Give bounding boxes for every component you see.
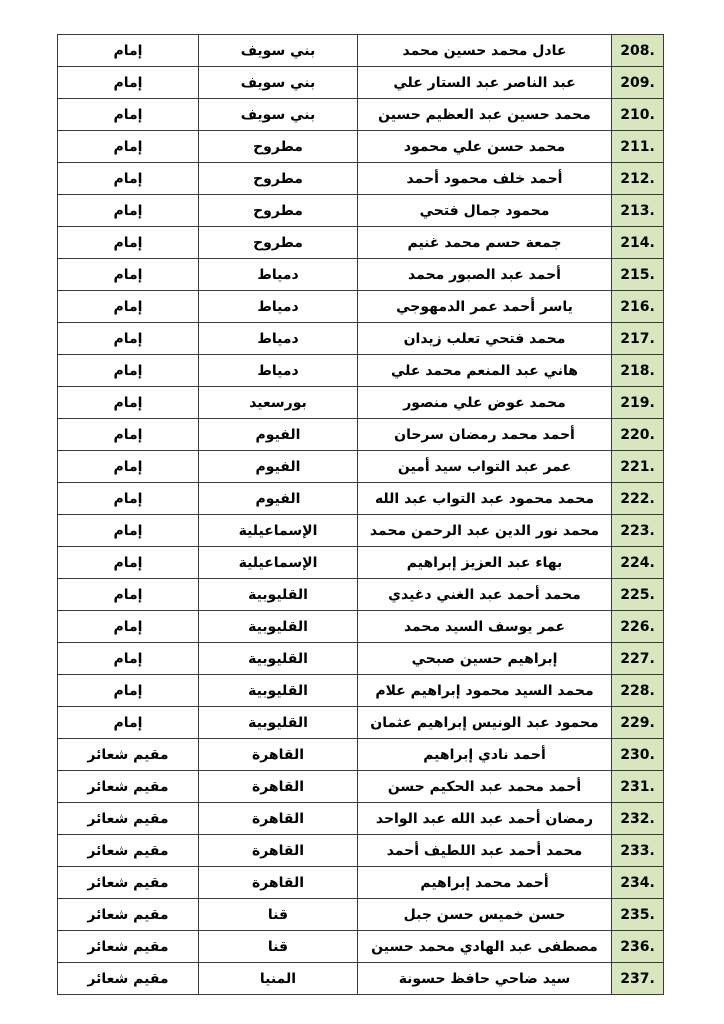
governorate-cell xyxy=(199,867,358,899)
name-text: محمد فتحي تعلب زيدان xyxy=(403,330,566,347)
name-text: محمد حسين عبد العظيم حسين xyxy=(378,106,591,123)
row-number-text: 224. xyxy=(620,554,655,571)
name-cell xyxy=(358,99,612,131)
name-cell xyxy=(358,803,612,835)
table-row xyxy=(58,771,664,803)
governorate-cell xyxy=(199,835,358,867)
row-number-cell xyxy=(612,835,664,867)
governorate-text: قنا xyxy=(267,938,289,955)
governorate-text: دمياط xyxy=(257,330,299,347)
role-text: إمام xyxy=(113,74,143,91)
governorate-text: بني سويف xyxy=(240,42,316,59)
governorate-text: القاهرة xyxy=(251,810,305,827)
governorate-cell xyxy=(199,323,358,355)
role-cell xyxy=(58,355,199,387)
role-cell xyxy=(58,867,199,899)
row-number-text: 236. xyxy=(620,938,655,955)
role-cell xyxy=(58,131,199,163)
name-cell xyxy=(358,835,612,867)
governorate-text: القاهرة xyxy=(251,842,305,859)
name-text: عمر يوسف السيد محمد xyxy=(403,618,566,635)
row-number-text: 215. xyxy=(620,266,655,283)
name-text: بهاء عبد العزيز إبراهيم xyxy=(406,554,563,571)
row-number-text: 217. xyxy=(620,330,655,347)
table-row xyxy=(58,899,664,931)
table-row xyxy=(58,355,664,387)
name-cell xyxy=(358,515,612,547)
row-number-text: 229. xyxy=(620,714,655,731)
name-cell xyxy=(358,131,612,163)
table-row xyxy=(58,547,664,579)
role-text: مقيم شعائر xyxy=(87,842,169,859)
name-text: أحمد محمد إبراهيم xyxy=(420,874,549,891)
role-text: مقيم شعائر xyxy=(87,746,169,763)
role-text: إمام xyxy=(113,138,143,155)
governorate-cell xyxy=(199,675,358,707)
row-number-cell xyxy=(612,579,664,611)
role-cell xyxy=(58,99,199,131)
name-text: محمد أحمد عبد الغني دغيدي xyxy=(388,586,581,603)
role-text: إمام xyxy=(113,202,143,219)
role-cell xyxy=(58,707,199,739)
row-number-text: 211. xyxy=(620,138,655,155)
name-cell xyxy=(358,387,612,419)
row-number-cell xyxy=(612,163,664,195)
governorate-text: قنا xyxy=(267,906,289,923)
governorate-text: الفيوم xyxy=(255,426,301,443)
name-text: رمضان أحمد عبد الله عبد الواحد xyxy=(375,810,594,827)
role-cell xyxy=(58,643,199,675)
table-row xyxy=(58,931,664,963)
row-number-cell xyxy=(612,99,664,131)
role-cell xyxy=(58,451,199,483)
row-number-text: 209. xyxy=(620,74,655,91)
table-row xyxy=(58,163,664,195)
governorate-cell xyxy=(199,387,358,419)
table-row xyxy=(58,739,664,771)
name-text: عمر عبد التواب سيد أمين xyxy=(397,458,572,475)
name-cell xyxy=(358,867,612,899)
governorate-text: القليوبية xyxy=(248,618,308,635)
row-number-cell xyxy=(612,195,664,227)
governorate-cell xyxy=(199,931,358,963)
row-number-text: 208. xyxy=(620,42,655,59)
governorate-text: مطروح xyxy=(253,138,303,155)
governorate-text: القليوبية xyxy=(248,650,308,667)
row-number-text: 226. xyxy=(620,618,655,635)
role-text: إمام xyxy=(113,426,143,443)
name-text: محمود عبد الونيس إبراهيم عثمان xyxy=(370,714,599,731)
name-cell xyxy=(358,643,612,675)
row-number-cell xyxy=(612,611,664,643)
row-number-cell xyxy=(612,675,664,707)
governorate-cell xyxy=(199,419,358,451)
table-row xyxy=(58,195,664,227)
row-number-cell xyxy=(612,483,664,515)
name-text: حسن خميس حسن جبل xyxy=(403,906,566,923)
name-cell xyxy=(358,899,612,931)
row-number-text: 213. xyxy=(620,202,655,219)
role-text: مقيم شعائر xyxy=(87,938,169,955)
row-number-cell xyxy=(612,899,664,931)
name-text: إبراهيم حسين صبحي xyxy=(411,650,558,667)
role-text: مقيم شعائر xyxy=(87,874,169,891)
role-cell xyxy=(58,419,199,451)
governorate-text: الإسماعيلية xyxy=(238,522,318,539)
governorate-text: القاهرة xyxy=(251,778,305,795)
name-cell xyxy=(358,675,612,707)
row-number-text: 220. xyxy=(620,426,655,443)
name-text: أحمد عبد الصبور محمد xyxy=(408,266,561,283)
row-number-text: 230. xyxy=(620,746,655,763)
governorate-text: دمياط xyxy=(257,298,299,315)
name-cell xyxy=(358,611,612,643)
name-cell xyxy=(358,259,612,291)
row-number-text: 219. xyxy=(620,394,655,411)
role-text: مقيم شعائر xyxy=(87,970,169,987)
governorate-text: بني سويف xyxy=(240,74,316,91)
governorate-text: القليوبية xyxy=(248,714,308,731)
row-number-text: 227. xyxy=(620,650,655,667)
table-row xyxy=(58,67,664,99)
name-cell xyxy=(358,739,612,771)
governorate-cell xyxy=(199,291,358,323)
role-text: إمام xyxy=(113,714,143,731)
role-cell xyxy=(58,227,199,259)
row-number-cell xyxy=(612,931,664,963)
table-row xyxy=(58,419,664,451)
name-cell xyxy=(358,195,612,227)
governorate-text: الفيوم xyxy=(255,490,301,507)
name-cell xyxy=(358,291,612,323)
row-number-cell xyxy=(612,963,664,995)
role-cell xyxy=(58,195,199,227)
governorate-cell xyxy=(199,611,358,643)
name-cell xyxy=(358,35,612,67)
name-text: مصطفى عبد الهادي محمد حسين xyxy=(371,938,598,955)
row-number-text: 214. xyxy=(620,234,655,251)
role-text: إمام xyxy=(113,522,143,539)
governorate-cell xyxy=(199,195,358,227)
governorate-cell xyxy=(199,67,358,99)
name-text: ياسر أحمد عمر الدمهوجي xyxy=(396,298,573,315)
row-number-cell xyxy=(612,707,664,739)
table-row xyxy=(58,963,664,995)
role-text: مقيم شعائر xyxy=(87,906,169,923)
governorate-cell xyxy=(199,515,358,547)
row-number-text: 221. xyxy=(620,458,655,475)
row-number-text: 212. xyxy=(620,170,655,187)
role-text: إمام xyxy=(113,490,143,507)
name-cell xyxy=(358,163,612,195)
row-number-cell xyxy=(612,227,664,259)
row-number-cell xyxy=(612,867,664,899)
governorate-text: مطروح xyxy=(253,234,303,251)
role-text: إمام xyxy=(113,650,143,667)
role-cell xyxy=(58,963,199,995)
name-cell xyxy=(358,323,612,355)
name-cell xyxy=(358,547,612,579)
governorate-cell xyxy=(199,739,358,771)
row-number-text: 222. xyxy=(620,490,655,507)
role-cell xyxy=(58,931,199,963)
table-row xyxy=(58,611,664,643)
roster-table-body xyxy=(58,35,664,995)
role-cell xyxy=(58,323,199,355)
governorate-text: بورسعيد xyxy=(249,394,307,411)
governorate-cell xyxy=(199,483,358,515)
name-text: أحمد محمد رمضان سرحان xyxy=(394,426,575,443)
name-cell xyxy=(358,707,612,739)
governorate-text: دمياط xyxy=(257,266,299,283)
table-row xyxy=(58,451,664,483)
role-cell xyxy=(58,899,199,931)
row-number-cell xyxy=(612,451,664,483)
role-cell xyxy=(58,259,199,291)
governorate-text: دمياط xyxy=(257,362,299,379)
name-text: محمد حسن علي محمود xyxy=(403,138,566,155)
table-row xyxy=(58,483,664,515)
role-text: إمام xyxy=(113,266,143,283)
row-number-cell xyxy=(612,803,664,835)
roster-table xyxy=(57,34,664,995)
table-row xyxy=(58,131,664,163)
row-number-cell xyxy=(612,35,664,67)
row-number-text: 225. xyxy=(620,586,655,603)
name-cell xyxy=(358,579,612,611)
governorate-cell xyxy=(199,899,358,931)
governorate-text: الإسماعيلية xyxy=(238,554,318,571)
table-row xyxy=(58,35,664,67)
governorate-cell xyxy=(199,131,358,163)
governorate-text: مطروح xyxy=(253,170,303,187)
name-text: أحمد نادي إبراهيم xyxy=(423,746,546,763)
role-cell xyxy=(58,611,199,643)
name-text: محمد عوض علي منصور xyxy=(403,394,566,411)
role-cell xyxy=(58,35,199,67)
governorate-cell xyxy=(199,259,358,291)
row-number-cell xyxy=(612,771,664,803)
role-cell xyxy=(58,835,199,867)
role-text: إمام xyxy=(113,170,143,187)
role-text: إمام xyxy=(113,362,143,379)
role-cell xyxy=(58,547,199,579)
governorate-cell xyxy=(199,643,358,675)
row-number-text: 234. xyxy=(620,874,655,891)
governorate-text: القليوبية xyxy=(248,682,308,699)
role-text: إمام xyxy=(113,330,143,347)
role-cell xyxy=(58,67,199,99)
governorate-cell xyxy=(199,771,358,803)
name-text: عبد الناصر عبد الستار علي xyxy=(393,74,576,91)
role-cell xyxy=(58,387,199,419)
table-row xyxy=(58,323,664,355)
role-text: إمام xyxy=(113,42,143,59)
row-number-cell xyxy=(612,259,664,291)
name-text: سيد ضاحي حافظ حسونة xyxy=(398,970,571,987)
table-row xyxy=(58,803,664,835)
governorate-cell xyxy=(199,35,358,67)
table-row xyxy=(58,227,664,259)
row-number-text: 216. xyxy=(620,298,655,315)
governorate-text: بني سويف xyxy=(240,106,316,123)
row-number-text: 235. xyxy=(620,906,655,923)
row-number-cell xyxy=(612,419,664,451)
governorate-cell xyxy=(199,579,358,611)
table-row xyxy=(58,259,664,291)
row-number-cell xyxy=(612,643,664,675)
table-row xyxy=(58,387,664,419)
name-cell xyxy=(358,419,612,451)
row-number-cell xyxy=(612,67,664,99)
governorate-cell xyxy=(199,547,358,579)
row-number-cell xyxy=(612,291,664,323)
row-number-cell xyxy=(612,323,664,355)
role-text: إمام xyxy=(113,554,143,571)
governorate-text: القاهرة xyxy=(251,746,305,763)
governorate-text: القاهرة xyxy=(251,874,305,891)
governorate-cell xyxy=(199,803,358,835)
governorate-text: الفيوم xyxy=(255,458,301,475)
name-cell xyxy=(358,67,612,99)
name-cell xyxy=(358,451,612,483)
name-text: جمعة حسم محمد غنيم xyxy=(407,234,562,251)
row-number-cell xyxy=(612,355,664,387)
name-cell xyxy=(358,227,612,259)
name-text: أحمد محمد عبد الحكيم حسن xyxy=(387,778,582,795)
name-cell xyxy=(358,483,612,515)
row-number-cell xyxy=(612,515,664,547)
row-number-text: 237. xyxy=(620,970,655,987)
row-number-cell xyxy=(612,131,664,163)
governorate-text: مطروح xyxy=(253,202,303,219)
governorate-cell xyxy=(199,227,358,259)
table-row xyxy=(58,675,664,707)
name-text: محمود جمال فتحي xyxy=(419,202,550,219)
governorate-cell xyxy=(199,163,358,195)
table-row xyxy=(58,291,664,323)
name-text: هاني عبد المنعم محمد علي xyxy=(391,362,578,379)
name-text: أحمد خلف محمود أحمد xyxy=(406,170,563,187)
role-cell xyxy=(58,771,199,803)
name-cell xyxy=(358,931,612,963)
role-text: إمام xyxy=(113,234,143,251)
name-cell xyxy=(358,355,612,387)
role-cell xyxy=(58,515,199,547)
governorate-cell xyxy=(199,451,358,483)
role-cell xyxy=(58,675,199,707)
name-cell xyxy=(358,771,612,803)
row-number-text: 228. xyxy=(620,682,655,699)
table-row xyxy=(58,643,664,675)
row-number-text: 231. xyxy=(620,778,655,795)
governorate-text: القليوبية xyxy=(248,586,308,603)
name-text: عادل محمد حسين محمد xyxy=(402,42,567,59)
row-number-text: 218. xyxy=(620,362,655,379)
name-text: محمد السيد محمود إبراهيم علام xyxy=(375,682,594,699)
role-cell xyxy=(58,739,199,771)
governorate-cell xyxy=(199,707,358,739)
role-cell xyxy=(58,803,199,835)
table-row xyxy=(58,707,664,739)
row-number-text: 232. xyxy=(620,810,655,827)
governorate-cell xyxy=(199,355,358,387)
governorate-cell xyxy=(199,963,358,995)
role-text: مقيم شعائر xyxy=(87,778,169,795)
row-number-cell xyxy=(612,547,664,579)
role-cell xyxy=(58,579,199,611)
role-text: إمام xyxy=(113,586,143,603)
name-text: محمد أحمد عبد اللطيف أحمد xyxy=(386,842,583,859)
row-number-text: 210. xyxy=(620,106,655,123)
role-text: إمام xyxy=(113,394,143,411)
table-row xyxy=(58,99,664,131)
table-row xyxy=(58,867,664,899)
role-text: إمام xyxy=(113,298,143,315)
table-row xyxy=(58,579,664,611)
name-text: محمد محمود عبد التواب عبد الله xyxy=(374,490,595,507)
governorate-text: المنيا xyxy=(259,970,297,987)
role-text: إمام xyxy=(113,458,143,475)
table-row xyxy=(58,515,664,547)
role-cell xyxy=(58,163,199,195)
role-text: إمام xyxy=(113,682,143,699)
row-number-text: 233. xyxy=(620,842,655,859)
name-text: محمد نور الدين عبد الرحمن محمد xyxy=(369,522,600,539)
row-number-text: 223. xyxy=(620,522,655,539)
role-text: مقيم شعائر xyxy=(87,810,169,827)
role-cell xyxy=(58,483,199,515)
row-number-cell xyxy=(612,739,664,771)
role-cell xyxy=(58,291,199,323)
role-text: إمام xyxy=(113,618,143,635)
row-number-cell xyxy=(612,387,664,419)
name-cell xyxy=(358,963,612,995)
table-row xyxy=(58,835,664,867)
role-text: إمام xyxy=(113,106,143,123)
governorate-cell xyxy=(199,99,358,131)
